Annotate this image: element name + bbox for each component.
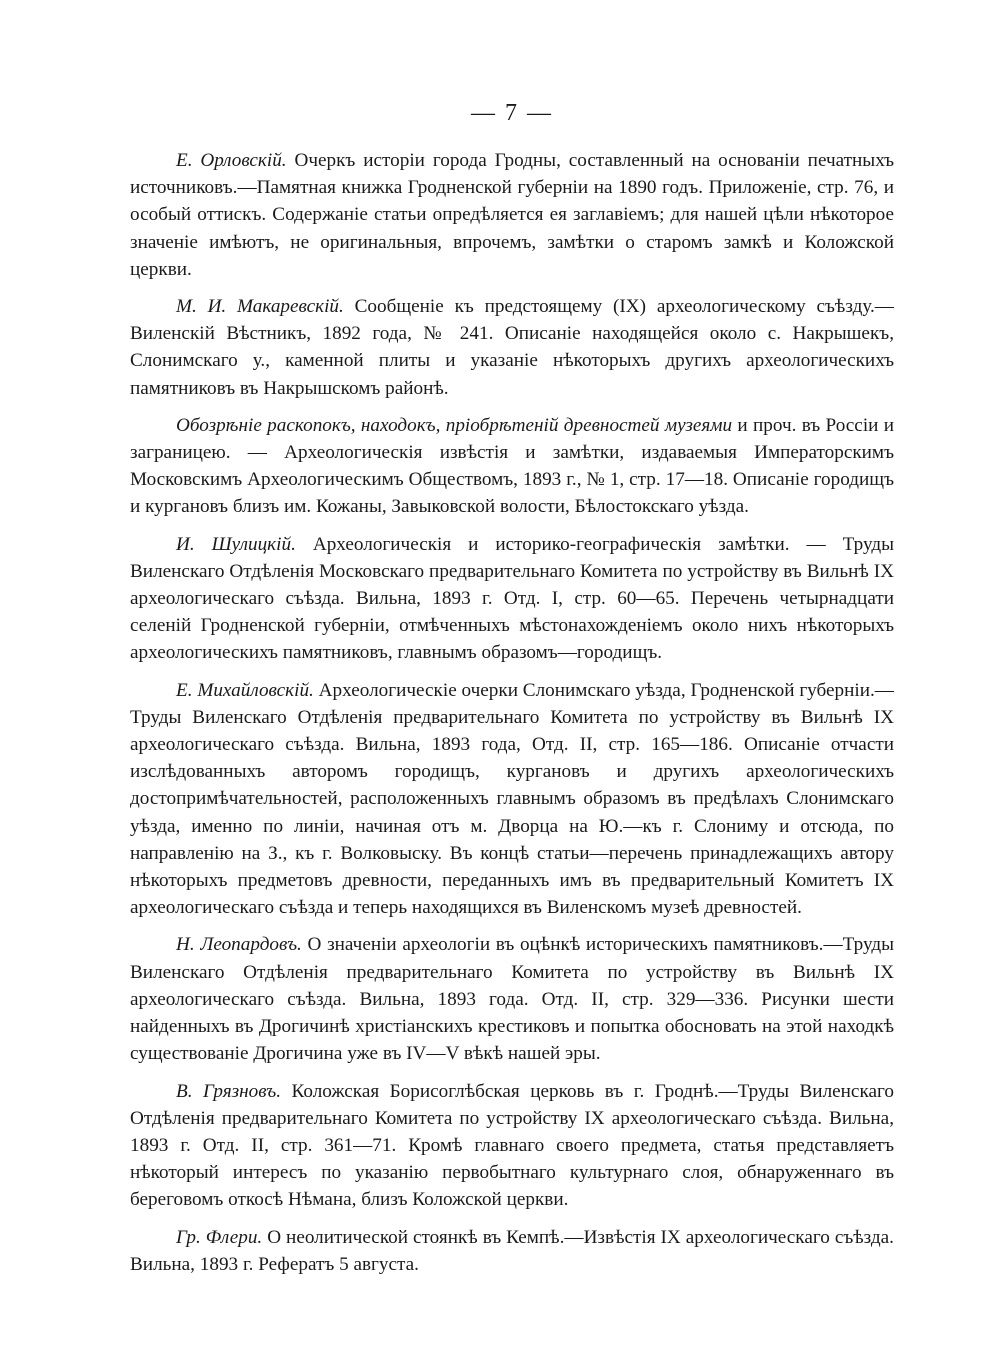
bibliography-entry bbox=[130, 1078, 894, 1214]
entry-author: И. Шулицкій. bbox=[176, 533, 296, 555]
bibliography-entry bbox=[130, 931, 894, 1067]
entry-author: Гр. Флери. bbox=[176, 1226, 263, 1248]
entry-text: О значеніи археологіи въ оцѣнкѣ историческихъ памятниковъ.—Труды Виленскаго Отдѣленія предварительнаго Комитета по устройству въ Вильнѣ IX археологическаго съѣзда. Вильна, 1893 года. Отд. II, стр. 329—336. Рисунки шести найденныхъ въ Дрогичинѣ христіанскихъ крестиковъ и попытка обосновать на этой находкѣ существованіе Дрогичина уже въ IV—V вѣкѣ нашей эры. bbox=[130, 934, 894, 1065]
entry-text: Археологическія и историко-географическія замѣтки. — Труды Виленскаго Отдѣленія Московскаго предварительнаго Комитета по устройству въ Вильнѣ IX археологическаго съѣзда. Вильна, 1893 г. Отд. I, стр. 60—65. Перечень четырнадцати селеній Гродненской губерніи, отмѣченныхъ мѣстонахожденіемъ около нихъ нѣкоторыхъ археологическихъ памятниковъ, главнымъ образомъ—городищъ. bbox=[130, 533, 894, 664]
entry-text: и проч. въ Россіи и заграницею. — Археологическія извѣстія и замѣтки, издаваемыя Императорскимъ Московскимъ Археологическимъ Обществомъ, 1893 г., № 1, стр. 17—18. Описаніе городищъ и кургановъ близъ им. Кожаны, Завыковской волости, Бѣлостокскаго уѣзда. bbox=[130, 414, 894, 518]
bibliography-entry bbox=[130, 147, 894, 283]
entry-text: Сообщеніе къ предстоящему (IX) археологическому съѣзду.—Виленскій Вѣстникъ, 1892 года, № 241. Описаніе находящейся около с. Накрышекъ, Слонимскаго у., каменной плиты и указаніе нѣкоторыхъ другихъ археологическихъ памятниковъ въ Накрышскомъ районѣ. bbox=[130, 296, 894, 399]
entry-author: Е. Михайловскій. bbox=[176, 679, 314, 701]
entry-author: Е. Орловскій. bbox=[176, 150, 287, 171]
entry-text: Очеркъ исторіи города Гродны, составленный на основаніи печатныхъ источниковъ.—Памятная книжка Гродненской губерніи на 1890 годъ. Приложеніе, стр. 76, и особый оттискъ. Содержаніе статьи опредѣляется ея заглавіемъ; для нашей цѣли нѣкоторое значеніе имѣютъ, не оригинальныя, впрочемъ, замѣтки о старомъ замкѣ и Коложской церкви. bbox=[130, 150, 894, 280]
bibliography-entry bbox=[130, 531, 894, 667]
entry-author: В. Грязновъ. bbox=[176, 1080, 282, 1102]
entry-author: Обозрѣніе раскопокъ, находокъ, пріобрѣтеній древностей музеями bbox=[176, 414, 733, 436]
bibliography-entry bbox=[130, 293, 894, 402]
document-page bbox=[130, 100, 894, 1288]
bibliography-entry bbox=[130, 677, 894, 922]
entry-text: Археологическіе очерки Слонимскаго уѣзда, Гродненской губерніи.—Труды Виленскаго Отдѣленія предварительнаго Комитета по устройству въ Вильнѣ IX археологическаго съѣзда. Вильна, 1893 года, Отд. II, стр. 165—186. Описаніе отчасти изслѣдованныхъ авторомъ городищъ, кургановъ и другихъ археологическихъ достопримѣчательностей, расположенныхъ главнымъ образомъ въ предѣлахъ Слонимскаго уѣзда, именно по линіи, начиная отъ м. Дворца на Ю.—къ г. Слониму и отсюда, по направленію на З., къ г. Волковыску. Въ концѣ статьи—перечень принадлежащихъ автору нѣкоторыхъ предметовъ древности, переданныхъ имъ въ предварительный Комитетъ IX археологическаго съѣзда и теперь находящихся въ Виленскомъ музеѣ древностей. bbox=[130, 679, 894, 919]
entry-text: Коложская Борисоглѣбская церковь въ г. Гроднѣ.—Труды Виленскаго Отдѣленія предварительнаго Комитета по устройству IX археологическаго съѣзда. Вильна, 1893 г. Отд. II, стр. 361—71. Кромѣ главнаго своего предмета, статья представляетъ нѣкоторый интересъ по указанію первобытнаго культурнаго слоя, обнаруженнаго въ береговомъ откосѣ Нѣмана, близъ Коложской церкви. bbox=[130, 1080, 894, 1211]
entry-author: М. И. Макаревскій. bbox=[176, 296, 344, 318]
entry-text: О неолитической стоянкѣ въ Кемпѣ.—Извѣстія IX археологическаго съѣзда. Вильна, 1893 г. Рефератъ 5 августа. bbox=[130, 1226, 894, 1275]
entry-author: Н. Леопардовъ. bbox=[176, 934, 302, 956]
page-number: — 7 — bbox=[471, 100, 553, 126]
bibliography-entry bbox=[130, 1224, 894, 1278]
bibliography-entry bbox=[130, 412, 894, 521]
